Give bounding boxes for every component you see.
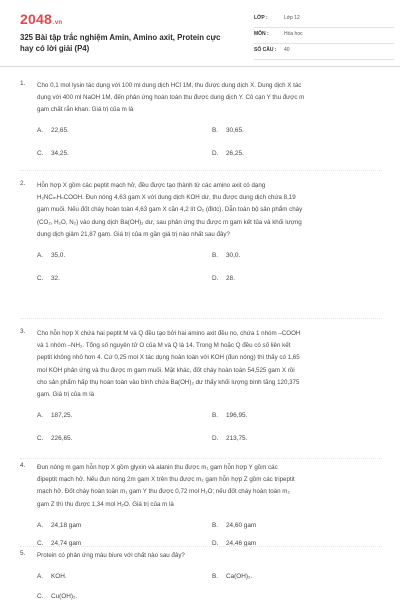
option-text: Ca(OH)₂. xyxy=(226,573,253,580)
meta-label: LỚP : xyxy=(254,15,268,21)
question-text-line: (CO₂, H₂O, N₂) vào dung dịch Ba(OH)₂ dư, sau phản ứng thu được m gam kết tủa và khối lượng xyxy=(37,218,302,226)
option-text: 35,0. xyxy=(51,252,66,259)
question-text-line: gam. Giá trị của m là xyxy=(37,391,95,399)
question-text xyxy=(37,80,380,117)
option-text: 22,65. xyxy=(51,127,69,134)
option-b[interactable] xyxy=(212,573,252,580)
question-text-line: peptit không nhỏ hơn 4. Cứ 0,25 mol X tác dụng hoàn toàn với KOH (đun nóng) thì thấy có 1,65 xyxy=(37,354,300,362)
option-c[interactable] xyxy=(37,435,72,442)
option-b[interactable] xyxy=(212,127,244,134)
question-divider xyxy=(20,546,382,547)
option-text: 24,60 gam xyxy=(226,522,257,529)
question-text-line: gam chất rắn khan. Giá trị của m là xyxy=(37,106,134,114)
question-text-line: và 1 nhóm –NH₂. Tổng số nguyên tử O của M và Q là 14. Trong M hoặc Q đều có số liên kết xyxy=(37,342,291,350)
question-text-line: mol KOH phản ứng và thu được m gam muối. Mặt khác, đốt cháy hoàn toàn 54,525 gam X rồi xyxy=(37,366,295,374)
option-letter: A. xyxy=(37,127,44,134)
option-text: 32. xyxy=(51,275,60,282)
option-letter: D. xyxy=(212,435,219,442)
question-2 xyxy=(20,180,382,310)
option-text: 30,0. xyxy=(226,252,241,259)
option-text: 24,46 gam xyxy=(226,540,257,547)
question-number: 1. xyxy=(20,80,26,87)
question-number: 5. xyxy=(20,550,26,557)
option-d[interactable] xyxy=(212,275,235,282)
option-letter: B. xyxy=(212,252,219,259)
option-a[interactable] xyxy=(37,522,81,529)
option-c[interactable] xyxy=(37,150,69,157)
question-text-line: cho sản phẩm hấp thụ hoàn toàn vào bình chứa Ba(OH)₂ dư thấy khối lượng bình tăng 120,375 xyxy=(37,378,300,386)
option-text: 34,25. xyxy=(51,150,69,157)
option-a[interactable] xyxy=(37,252,65,259)
question-text-line: dụng với 400 ml NaOH 1M, đến phản ứng hoàn toàn thu được dung dịch Y. Cô cạn Y thu được m xyxy=(37,94,305,102)
option-text: KOH. xyxy=(51,573,67,580)
option-letter: A. xyxy=(37,573,44,580)
option-a[interactable] xyxy=(37,412,72,419)
meta-label: SỐ CÂU : xyxy=(254,47,277,53)
meta-label: MÔN : xyxy=(254,31,269,37)
question-1 xyxy=(20,80,382,176)
option-b[interactable] xyxy=(212,522,256,529)
option-a[interactable] xyxy=(37,127,69,134)
option-letter: C. xyxy=(37,435,44,442)
option-text: 28. xyxy=(226,275,235,282)
option-letter: B. xyxy=(212,412,219,419)
question-text-line: Cho hỗn hợp X chứa hai peptit M và Q đều tạo bởi hai amino axit đều no, chứa 1 nhóm –COOH xyxy=(37,330,301,337)
question-5 xyxy=(20,550,382,600)
meta-value: Hóa học xyxy=(284,31,303,37)
option-letter: A. xyxy=(37,522,44,529)
question-text-line: dung dịch giảm 21,87 gam. Giá trị của m gần giá trị nào nhất sau đây? xyxy=(37,230,230,238)
option-text: Cu(OH)₂. xyxy=(51,593,78,600)
site-logo[interactable] xyxy=(20,11,62,27)
meta-row-class xyxy=(254,12,394,28)
option-letter: B. xyxy=(212,127,219,134)
question-text-line: gam muối. Nếu đốt cháy hoàn toàn 4,63 gam X cần 4,2 lít O₂ (đktc). Dẫn toàn bộ sản phẩm cháy xyxy=(37,206,303,214)
option-letter: C. xyxy=(37,540,44,547)
question-text-line: Hỗn hợp X gồm các peptit mạch hở, đều được tạo thành từ các amino axit có dạng xyxy=(37,182,266,189)
document-header xyxy=(0,0,400,67)
question-text-line: Đun nóng m gam hỗn hợp X gồm glyxin và alanin thu được m₁ gam hỗn hợp Y gồm các xyxy=(37,464,278,471)
option-c[interactable] xyxy=(37,275,60,282)
question-text-line: Protein có phản ứng màu biure với chất nào sau đây? xyxy=(37,552,185,559)
document-title: 325 Bài tập trắc nghiệm Amin, Amino axit, Protein cực hay có lời giải (P4) xyxy=(20,33,221,53)
option-text: 24,74 gam xyxy=(51,540,82,547)
question-text-line: Cho 0,1 mol lysin tác dụng với 100 ml dung dịch HCl 1M, thu được dung dịch X. Dung dịch X tác xyxy=(37,82,302,89)
option-letter: B. xyxy=(212,573,219,580)
option-d[interactable] xyxy=(212,435,247,442)
question-text xyxy=(37,550,380,562)
question-text-line: mạch hở. Đốt cháy hoàn toàn m₁ gam Y thu được 0,72 mol H₂O; nếu đốt cháy hoàn toàn m₂ xyxy=(37,488,290,496)
option-text: 213,75. xyxy=(226,435,248,442)
question-text xyxy=(37,180,380,241)
option-b[interactable] xyxy=(212,412,247,419)
option-text: 187,25. xyxy=(51,412,73,419)
option-b[interactable] xyxy=(212,252,240,259)
option-text: 24,18 gam xyxy=(51,522,82,529)
logo-text: 2048 xyxy=(20,11,52,27)
option-letter: A. xyxy=(37,412,44,419)
option-letter: C. xyxy=(37,275,44,282)
option-text: 30,65. xyxy=(226,127,244,134)
logo-suffix: .vn xyxy=(52,20,63,26)
meta-table xyxy=(254,12,394,60)
option-letter: D. xyxy=(212,150,219,157)
option-letter: A. xyxy=(37,252,44,259)
meta-value: 40 xyxy=(284,47,290,53)
question-text-line: đipeptit mạch hở. Nếu đun nóng 2m gam X trên thu được m₂ gam hỗn hợp Z gồm các tripeptit xyxy=(37,476,295,484)
question-text-line: H₂NCₘHₙCOOH. Đun nóng 4,63 gam X với dung dịch KOH dư, thu được dung dịch chứa 8,19 xyxy=(37,194,296,202)
meta-row-subject xyxy=(254,28,394,44)
option-letter: C. xyxy=(37,150,44,157)
question-divider xyxy=(20,318,382,319)
option-text: 226,65. xyxy=(51,435,73,442)
question-4 xyxy=(20,462,382,546)
option-a[interactable] xyxy=(37,573,67,580)
question-3 xyxy=(20,328,382,458)
option-letter: C. xyxy=(37,593,44,600)
option-text: 196,95. xyxy=(226,412,248,419)
question-text-line: gam Z thì thu được 1,34 mol H₂O. Giá trị của m là xyxy=(37,500,174,508)
question-number: 4. xyxy=(20,462,26,469)
question-number: 3. xyxy=(20,328,26,335)
option-text: 26,25. xyxy=(226,150,244,157)
option-c[interactable] xyxy=(37,593,77,600)
question-divider xyxy=(20,170,382,171)
question-divider xyxy=(20,458,382,459)
option-letter: D. xyxy=(212,275,219,282)
question-text xyxy=(37,462,380,511)
option-letter: B. xyxy=(212,522,219,529)
meta-value: Lớp 12 xyxy=(284,15,300,21)
option-d[interactable] xyxy=(212,150,244,157)
meta-row-count xyxy=(254,44,394,60)
question-number: 2. xyxy=(20,180,26,187)
option-letter: D. xyxy=(212,540,219,547)
question-text xyxy=(37,328,380,401)
